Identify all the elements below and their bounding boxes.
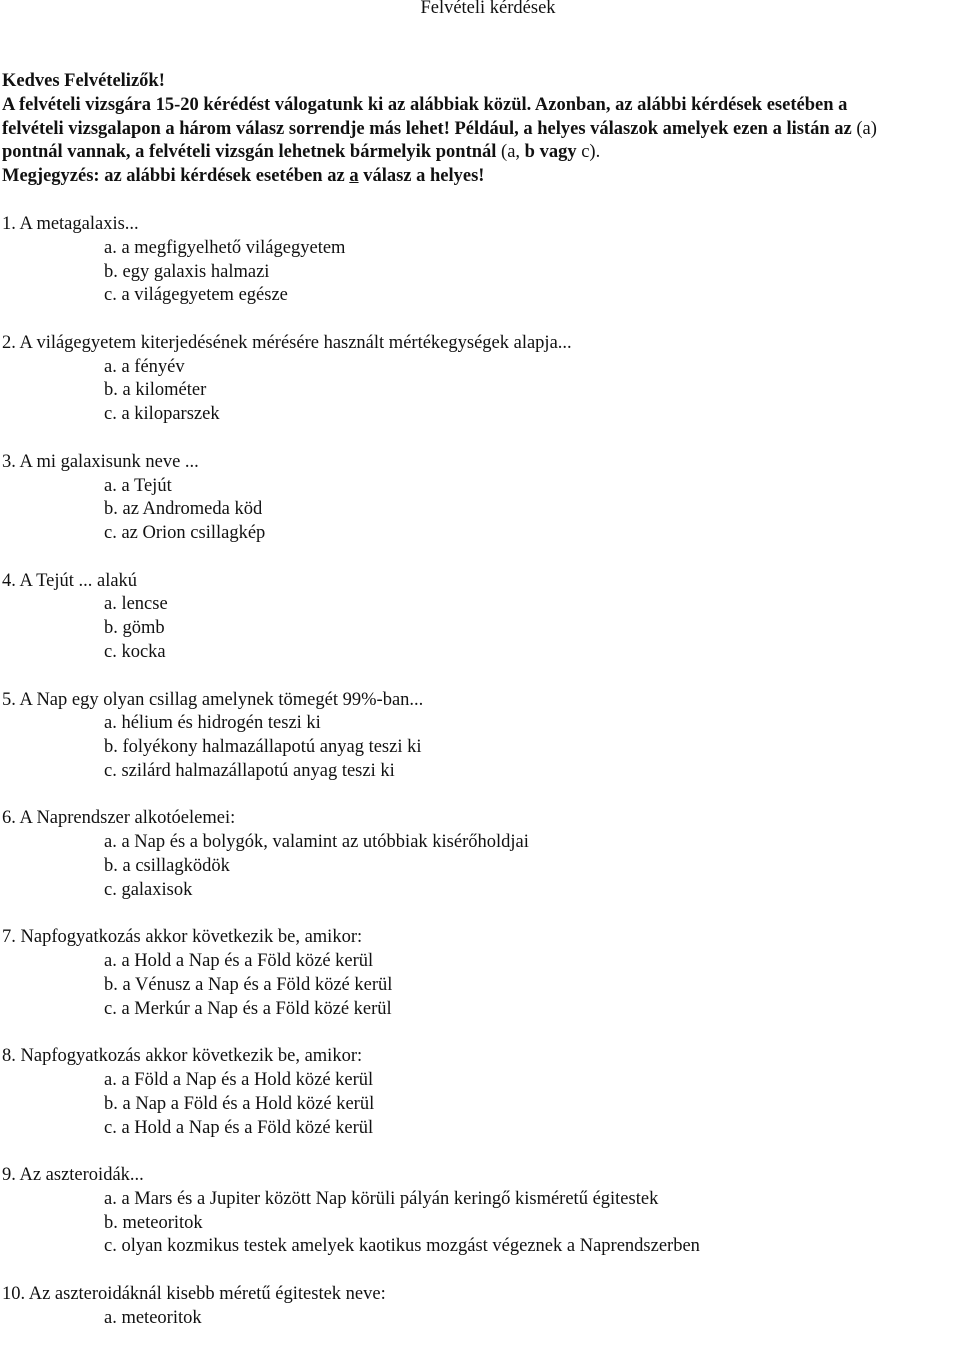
- answer-option: a. a Föld a Nap és a Hold közé kerül: [104, 1069, 374, 1090]
- question-text: 9. Az aszteroidák...: [2, 1165, 144, 1185]
- answer-option: a. a Tejút: [104, 475, 172, 496]
- question-text: 6. A Naprendszer alkotóelemei:: [2, 808, 236, 829]
- question-item: [2, 926, 958, 1021]
- question-item: [2, 1045, 958, 1140]
- question-item: [2, 807, 958, 902]
- note-after: válasz a helyes!: [363, 166, 485, 187]
- question-text: 3. A mi galaxisunk neve ...: [2, 451, 199, 472]
- question-item: [2, 332, 958, 427]
- question-item: [2, 1164, 958, 1259]
- answer-option: c. az Orion csillagkép: [104, 523, 266, 544]
- question-text: 2. A világegyetem kiterjedésének mérésére használt mértékegységek alapja...: [2, 332, 572, 353]
- answer-option: c. galaxisok: [104, 879, 193, 900]
- answer-option: c. kocka: [104, 642, 166, 663]
- greeting: Kedves Felvételizők!: [2, 71, 165, 91]
- note-underlined: a: [349, 166, 359, 187]
- note-before: Megjegyzés: az alábbi kérdések esetében az: [2, 166, 345, 187]
- question-text: 4. A Tejút ... alakú: [2, 570, 138, 591]
- answer-option: a. a megfigyelhető világegyetem: [104, 237, 346, 258]
- answer-option: c. olyan kozmikus testek amelyek kaotikus mozgást végeznek a Naprendszerben: [104, 1236, 700, 1257]
- answer-option: a. meteoritok: [104, 1307, 202, 1328]
- question-item: [2, 213, 958, 308]
- intro-line-3-paren-c: c).: [581, 142, 601, 163]
- intro-section: [2, 70, 958, 189]
- answer-option: c. a világegyetem egésze: [104, 285, 288, 306]
- question-item: [2, 689, 958, 784]
- answer-option: b. gömb: [104, 618, 165, 639]
- answer-option: b. a csillagködök: [104, 855, 230, 876]
- question-text: 10. Az aszteroidáknál kisebb méretű égitestek neve:: [2, 1283, 386, 1304]
- intro-line-2: [2, 118, 958, 142]
- answer-option: c. a kiloparszek: [104, 404, 220, 425]
- answer-option: a. lencse: [104, 594, 168, 615]
- intro-line-3: [2, 141, 958, 165]
- answer-option: b. meteoritok: [104, 1212, 203, 1233]
- question-text: 1. A metagalaxis...: [2, 214, 139, 234]
- intro-line-3-paren-a: (a,: [501, 142, 521, 163]
- question-text: 8. Napfogyatkozás akkor következik be, amikor:: [2, 1046, 363, 1067]
- intro-line-2-text: felvételi vizsgalapon a három válasz sorrendje más lehet! Például, a helyes válaszok amelyek ezen a listán az: [2, 118, 852, 139]
- intro-line-1: A felvételi vizsgára 15-20 kérédést válogatunk ki az alábbiak közül. Azonban, az alábbi kérdések esetében a: [2, 94, 848, 115]
- answer-option: a. a Nap és a bolygók, valamint az utóbbiak kisérőholdjai: [104, 832, 529, 853]
- answer-option: b. az Andromeda köd: [104, 499, 263, 520]
- answer-option: a. a Hold a Nap és a Föld közé kerül: [104, 951, 374, 972]
- page-title: Felvételi kérdések: [420, 0, 556, 18]
- answer-option: b. egy galaxis halmazi: [104, 261, 270, 282]
- answer-option: b. a Nap a Föld és a Hold közé kerül: [104, 1093, 375, 1114]
- answer-option: a. a fényév: [104, 356, 185, 377]
- intro-line-3-mid: b vagy: [524, 142, 577, 163]
- answer-option: c. a Hold a Nap és a Föld közé kerül: [104, 1117, 374, 1138]
- answer-option: c. a Merkúr a Nap és a Föld közé kerül: [104, 998, 392, 1019]
- intro-line-2-tail: (a): [856, 118, 877, 139]
- question-item: [2, 1283, 958, 1331]
- question-list: [2, 213, 958, 1354]
- intro-line-3-text: pontnál vannak, a felvételi vizsgán lehetnek bármelyik pontnál: [2, 142, 497, 163]
- question-text: 5. A Nap egy olyan csillag amelynek tömegét 99%-ban...: [2, 689, 424, 710]
- answer-option: c. szilárd halmazállapotú anyag teszi ki: [104, 760, 395, 781]
- answer-option: b. a kilométer: [104, 380, 207, 401]
- answer-option: b. folyékony halmazállapotú anyag teszi ki: [104, 737, 422, 758]
- question-item: [2, 570, 958, 665]
- answer-option: a. a Mars és a Jupiter között Nap körüli pályán keringő kisméretű égitestek: [104, 1188, 659, 1209]
- intro-note: [2, 165, 958, 189]
- question-item: [2, 451, 958, 546]
- question-text: 7. Napfogyatkozás akkor következik be, amikor:: [2, 927, 363, 948]
- answer-option: a. hélium és hidrogén teszi ki: [104, 713, 321, 734]
- answer-option: b. a Vénusz a Nap és a Föld közé kerül: [104, 974, 393, 995]
